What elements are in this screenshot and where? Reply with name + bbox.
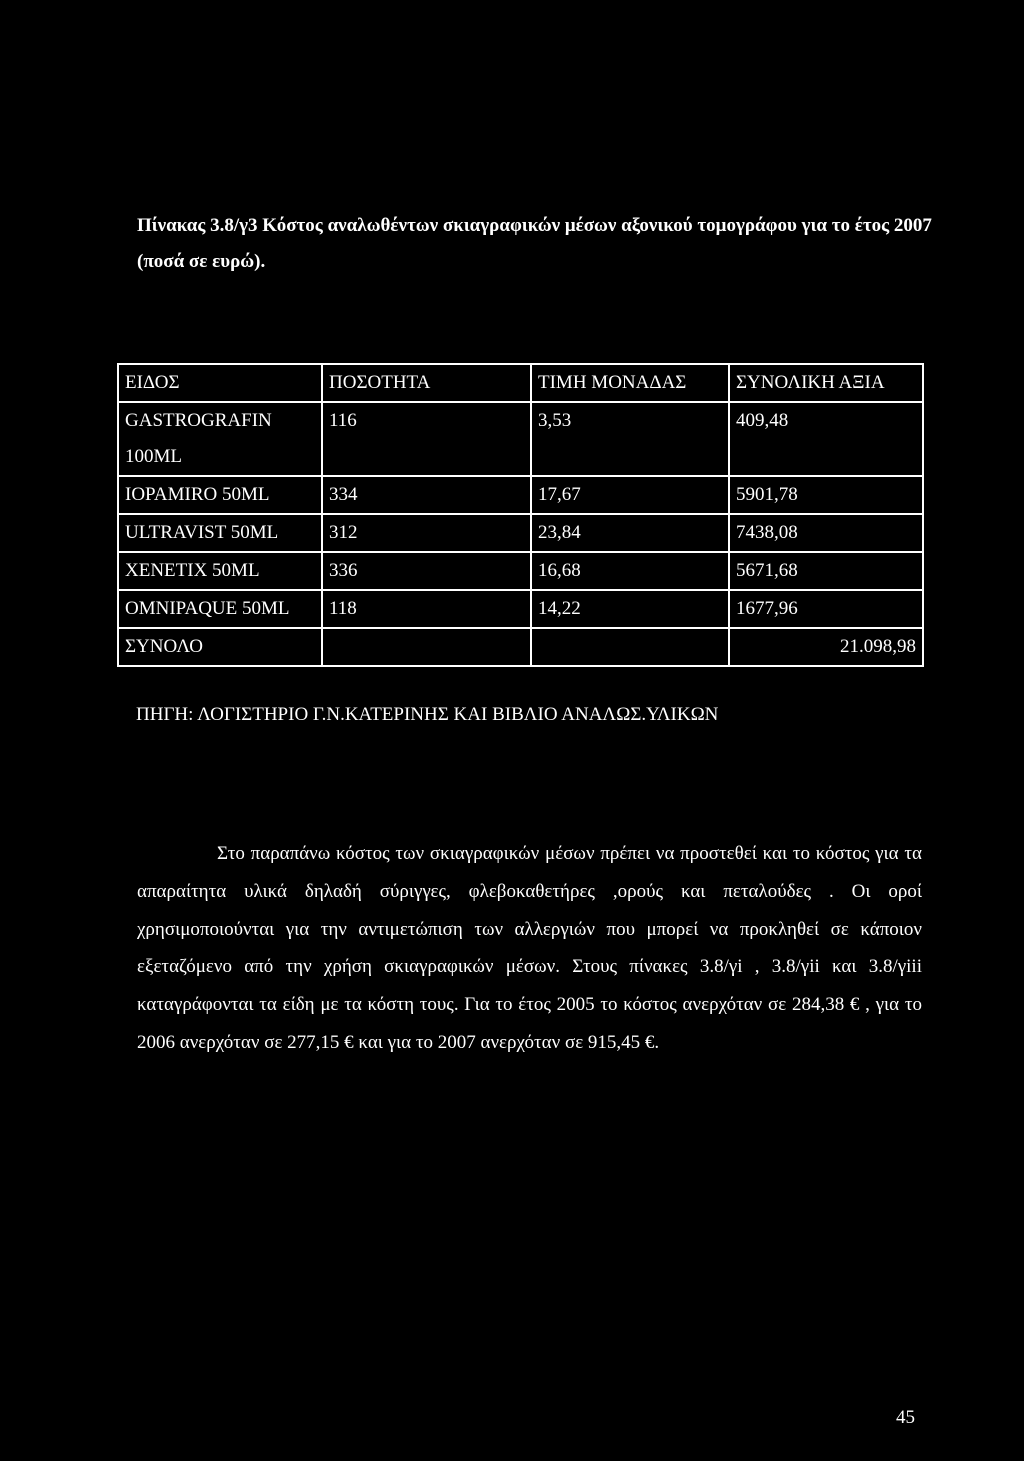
cell-type: OMNIPAQUE 50ML [118, 590, 322, 628]
cell-quantity: 118 [322, 590, 531, 628]
table-caption: Πίνακας 3.8/γ3 Κόστος αναλωθέντων σκιαγραφικών μέσων αξονικού τομογράφου για το έτος 2007 (ποσά σε ευρώ). [137, 215, 932, 272]
table-row [118, 552, 923, 590]
table-total-row [118, 628, 923, 666]
table-header-row [118, 364, 923, 402]
header-unit-price: ΤΙΜΗ ΜΟΝΑΔΑΣ [531, 364, 729, 402]
cell-type: ULTRAVIST 50ML [118, 514, 322, 552]
cell-quantity: 116 [322, 402, 531, 476]
cell-quantity: 336 [322, 552, 531, 590]
cell-quantity: 334 [322, 476, 531, 514]
cell-total-value: 5901,78 [729, 476, 923, 514]
header-quantity: ΠΟΣΟΤΗΤΑ [322, 364, 531, 402]
table-row [118, 402, 923, 476]
cell-unit-price: 17,67 [531, 476, 729, 514]
cell-empty [322, 628, 531, 666]
header-total-value: ΣΥΝΟΛΙΚΗ ΑΞΙΑ [729, 364, 923, 402]
cell-unit-price: 3,53 [531, 402, 729, 476]
cell-quantity: 312 [322, 514, 531, 552]
cell-grand-total: 21.098,98 [729, 628, 923, 666]
table-row [118, 514, 923, 552]
cell-type: GASTROGRAFIN 100ML [118, 402, 322, 476]
table-row [118, 590, 923, 628]
header-type: ΕΙΔΟΣ [118, 364, 322, 402]
cell-unit-price: 16,68 [531, 552, 729, 590]
cell-total-value: 7438,08 [729, 514, 923, 552]
cell-total-value: 5671,68 [729, 552, 923, 590]
cell-total-value: 1677,96 [729, 590, 923, 628]
table-source-note: ΠΗΓΗ: ΛΟΓΙΣΤΗΡΙΟ Γ.Ν.ΚΑΤΕΡΙΝΗΣ ΚΑΙ ΒΙΒΛΙΟ ΑΝΑΛΩΣ.ΥΛΙΚΩΝ [136, 704, 719, 725]
body-paragraph: Στο παραπάνω κόστος των σκιαγραφικών μέσων πρέπει να προστεθεί και το κόστος για τα απαραίτητα υλικά δηλαδή σύριγγες, φλεβοκαθετήρες ,ορούς και πεταλούδες . Οι οροί χρησιμοποιούνται για την αντιμετώπιση των αλλεργιών που μπορεί να προκληθεί σε κάποιον εξεταζόμενο από την χρήση σκιαγραφικών μέσων. Στους πίνακες 3.8/γi , 3.8/γii και 3.8/γiii καταγράφονται τα είδη με τα κόστη τους. Για το έτος 2005 το κόστος ανερχόταν σε 284,38 € , για το 2006 ανερχόταν σε 277,15 € και για το 2007 ανερχόταν σε 915,45 €. [137, 843, 922, 1053]
cell-empty [531, 628, 729, 666]
cell-total-label: ΣΥΝΟΛΟ [118, 628, 322, 666]
cost-table [117, 363, 924, 667]
table-row [118, 476, 923, 514]
cell-unit-price: 14,22 [531, 590, 729, 628]
page-number: 45 [896, 1407, 915, 1428]
cell-unit-price: 23,84 [531, 514, 729, 552]
cell-type: IOPAMIRO 50ML [118, 476, 322, 514]
cell-type: XENETIX 50ML [118, 552, 322, 590]
cell-total-value: 409,48 [729, 402, 923, 476]
